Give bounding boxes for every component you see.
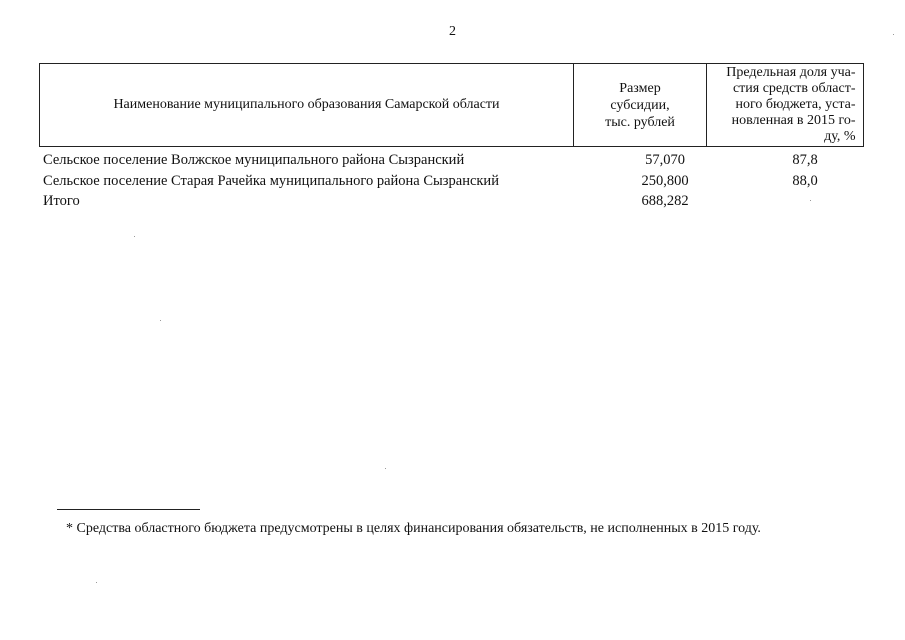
table-row-total xyxy=(43,193,863,213)
row-subsidy: 250,800 xyxy=(641,173,689,189)
footnote: * Средства областного бюджета предусмотрены в целях финансирования обязательств, не исполненных в 2015 году. xyxy=(66,521,761,536)
row-share: 87,8 xyxy=(792,152,818,168)
scan-speck xyxy=(385,468,386,469)
header-subsidy-line: тыс. рублей xyxy=(605,114,675,130)
table-row xyxy=(43,152,863,172)
row-name: Сельское поселение Старая Рачейка муниципального района Сызранский xyxy=(43,173,499,189)
scan-speck xyxy=(810,200,811,201)
scan-speck xyxy=(134,236,135,237)
header-name-text: Наименование муниципального образования Самарской области xyxy=(113,97,500,112)
row-share: 88,0 xyxy=(792,173,818,189)
header-share-line: новленная в 2015 го- xyxy=(731,113,856,128)
footnote-divider xyxy=(57,509,200,510)
table-header xyxy=(39,63,864,147)
row-name: Итого xyxy=(43,193,80,209)
header-share-line: ду, % xyxy=(824,129,856,144)
header-share-line: стия средств област- xyxy=(732,81,856,96)
scan-speck xyxy=(893,34,894,35)
row-subsidy: 688,282 xyxy=(641,193,689,209)
header-subsidy-line: Размер xyxy=(619,80,661,96)
header-subsidy-line: субсидии, xyxy=(610,97,670,113)
header-subsidy xyxy=(574,64,707,146)
header-share-line: Предельная доля уча- xyxy=(726,65,856,80)
row-name: Сельское поселение Волжское муниципального района Сызранский xyxy=(43,152,465,168)
page-number: 2 xyxy=(449,24,456,39)
scan-speck xyxy=(160,320,161,321)
scan-speck xyxy=(96,582,97,583)
header-name xyxy=(40,64,574,146)
header-share-line: ного бюджета, уста- xyxy=(735,97,856,112)
row-subsidy: 57,070 xyxy=(645,152,685,168)
header-share xyxy=(707,64,864,146)
table-row xyxy=(43,173,863,193)
